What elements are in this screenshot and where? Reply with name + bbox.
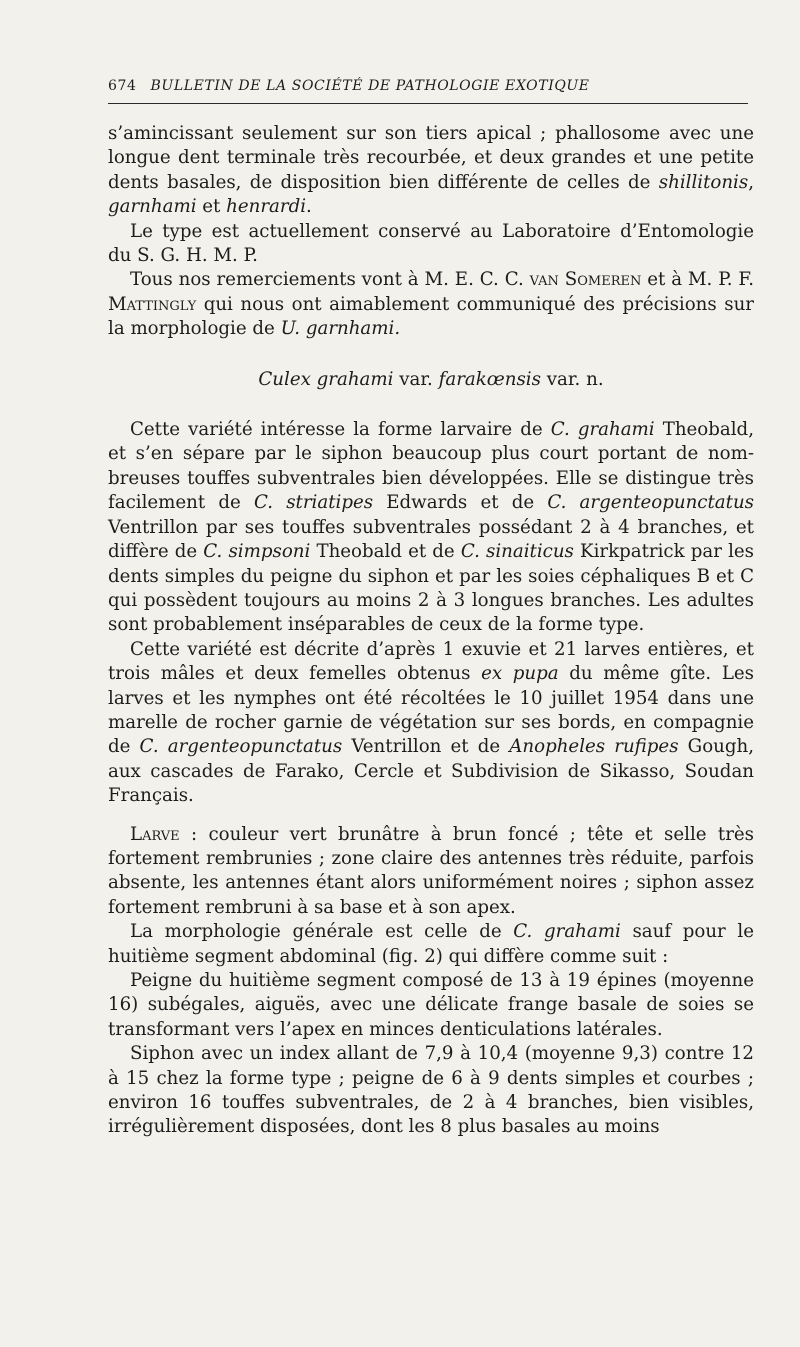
article-body	[108, 122, 754, 1140]
page-number: 674	[108, 78, 137, 94]
paragraph: Le type est actuellement conservé au Laboratoire d’Entomologie du S. G. H. M. P.	[108, 220, 754, 267]
paragraph: s’amincissant seulement sur son tiers apical ; phallosome avec une longue dent terminale très recourbée, et deux grandes et une petite dents basales, de disposition bien différente de celles de shillitonis, garnhami et henrardi.	[108, 123, 754, 218]
header-rule	[108, 103, 748, 104]
spacer	[108, 809, 754, 823]
running-head	[108, 78, 754, 94]
paragraph: La morphologie générale est celle de C. grahami sauf pour le huitième segment abdominal (fig. 2) qui diffère comme suit :	[108, 921, 755, 967]
paragraph: Cette variété est décrite d’après 1 exuvie et 21 larves entières, et trois mâles et deux femelles obtenus ex pupa du même gîte. Les larves et les nymphes ont été récoltées le 10 juillet 1954 dans une marelle de rocher garnie de végétation sur ses bords, en compagnie de C. argenteopunctatus Ventrillon et de Anopheles rufipes Gough, aux cascades de Farako, Cercle et Subdivision de Sikasso, Soudan Français.	[108, 638, 754, 807]
paragraph: Peigne du huitième segment composé de 13 à 19 épines (moyenne 16) subégales, aiguës, avec une délicate frange basale de soies se transformant vers l’apex en minces denticulations latérales.	[108, 970, 754, 1040]
paragraph: Cette variété intéresse la forme larvaire de C. grahami Theobald, et s’en sépare par le siphon beaucoup plus court portant de nombreuses touffes subventrales bien développées. Elle se distingue très facilement de C. striatipes Edwards et de C. argenteopunctatus Ventrillon par ses touffes subventrales possédant 2 à 4 branches, et diffère de C. simpsoni Theobald et de C. sinaiticus Kirkpatrick par les dents simples du peigne du siphon et par les soies céphaliques B et C qui possèdent toujours au moins 2 à 3 longues branches. Les adultes sont probablement inséparables de ceux de la forme type.	[108, 419, 754, 636]
journal-title: BULLETIN DE LA SOCIÉTÉ DE PATHOLOGIE EXOTIQUE	[150, 78, 590, 94]
paragraph: Tous nos remerciements vont à M. E. C. C. van Someren et à M. P. F. Mattingly qui nous ont aimablement communiqué des précisions sur la morphologie de U. garnhami.	[108, 269, 755, 340]
paragraph: Siphon avec un index allant de 7,9 à 10,4 (moyenne 9,3) contre 12 à 15 chez la forme type ; peigne de 6 à 9 dents simples et courbes ; environ 16 touffes subventrales, de 2 à 4 branches, bien visibles, irrégulièrement disposées, dont les 8 plus basales au moins	[108, 1043, 754, 1138]
paragraph: Larve : couleur vert brunâtre à brun foncé ; tête et selle très fortement rembrunies ; zone claire des antennes très réduite, parfois absente, les antennes étant alors uniformément noires ; siphon assez fortement rembruni à sa base et à son apex.	[108, 823, 754, 918]
section-heading: Culex grahami var. farakœnsis var. n.	[258, 368, 604, 390]
